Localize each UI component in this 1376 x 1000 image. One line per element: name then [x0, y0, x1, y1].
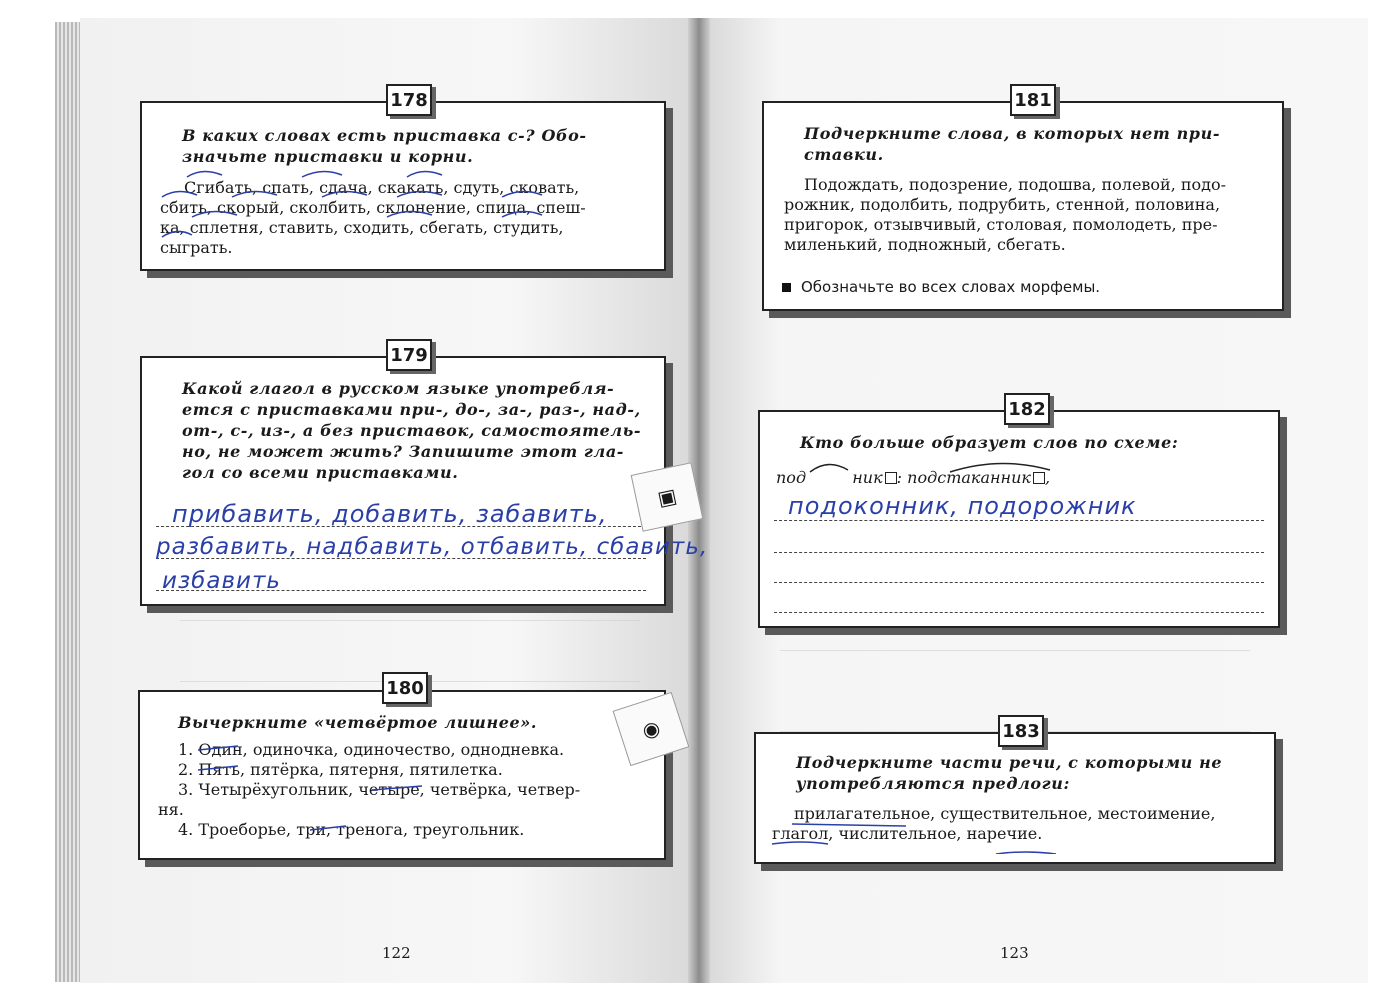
treasure-chest-icon: ▣	[631, 462, 704, 532]
exercise-179-question: Какой глагол в русском языке употребля- ется с приставками при-, до-, за-, раз-, над-, от-, с-, из-, а без приставок, самостоятель- но, не может жить? Запишите этот гла- гол со всеми приставками.	[182, 379, 642, 482]
exercise-182-box	[758, 410, 1280, 628]
exercise-182-number: 182	[1004, 393, 1050, 425]
exercise-181-question: Подчеркните слова, в которых нет при- ставки.	[804, 124, 1221, 164]
page-number-left: 122	[382, 944, 411, 962]
exercise-183-box	[754, 732, 1276, 864]
page-number-right: 123	[1000, 944, 1029, 962]
answer-line	[774, 582, 1264, 583]
exercise-181-words: Подождать, подозрение, подошва, полевой, подо- рожник, подолбить, подрубить, стенной, половина, пригорок, отзывчивый, столовая, помолодеть, пре- миленький, подножный, сбегать.	[784, 175, 1227, 254]
exercise-180-list: 1. Один, одиночка, одиночество, однодневка. 2. Пять, пятёрка, пятерня, пятилетка. 3. Четырёхугольник, четыре, четвёрка, четвер- ня. 4. Троеборье, три, тренога, треугольник.	[158, 740, 581, 839]
exercise-179-box	[140, 356, 709, 606]
handwritten-answer: прибавить, добавить, забавить,	[172, 500, 608, 528]
handwritten-answer: избавить	[162, 568, 281, 594]
exercise-179-number: 179	[386, 339, 432, 371]
morpheme-arcs	[142, 163, 662, 253]
exercise-180-number: 180	[382, 672, 428, 704]
scheme-arcs	[760, 456, 1080, 476]
exercise-181-box	[762, 101, 1284, 311]
exercise-180-question: Вычеркните «четвёртое лишнее».	[178, 713, 538, 732]
exercise-181-number: 181	[1010, 84, 1056, 116]
exercise-182-question: Кто больше образует слов по схеме:	[800, 433, 1179, 452]
exercise-183-words: прилагательное, существительное, местоимение, глагол, числительное, наречие.	[772, 804, 1216, 843]
exercise-178-box	[140, 101, 666, 271]
handwritten-answer: подоконник, подорожник	[788, 492, 1137, 520]
exercise-181-task: Обозначьте во всех словах морфемы.	[782, 277, 1100, 297]
exercise-178-words: Сгибать, спать, сдача, скакать, сдуть, сковать, сбить, скорый, сколбить, склонение, спица, спеш- ка, сплетня, ставить, сходить, сбегать, студить, сыграть.	[160, 178, 586, 257]
exercise-178-number: 178	[386, 84, 432, 116]
exercise-183-number: 183	[998, 715, 1044, 747]
underline-marks	[756, 814, 1256, 854]
exercise-180-box	[138, 690, 666, 860]
exercise-178-question: В каких словах есть приставка с-? Обо- значьте приставки и корни.	[182, 126, 587, 166]
answer-line	[774, 552, 1264, 553]
answer-line	[774, 612, 1264, 613]
answer-line	[774, 520, 1264, 521]
graduate-icon: ◉	[613, 692, 690, 766]
strike-marks	[140, 732, 660, 842]
exercise-183-question: Подчеркните части речи, с которыми не употребляются предлоги:	[796, 753, 1223, 793]
handwritten-answer: разбавить, надбавить, отбавить, сбавить,	[156, 534, 709, 560]
word-scheme: под ник : подстаканник ,	[776, 468, 1051, 487]
bullet-square-icon	[782, 283, 791, 292]
